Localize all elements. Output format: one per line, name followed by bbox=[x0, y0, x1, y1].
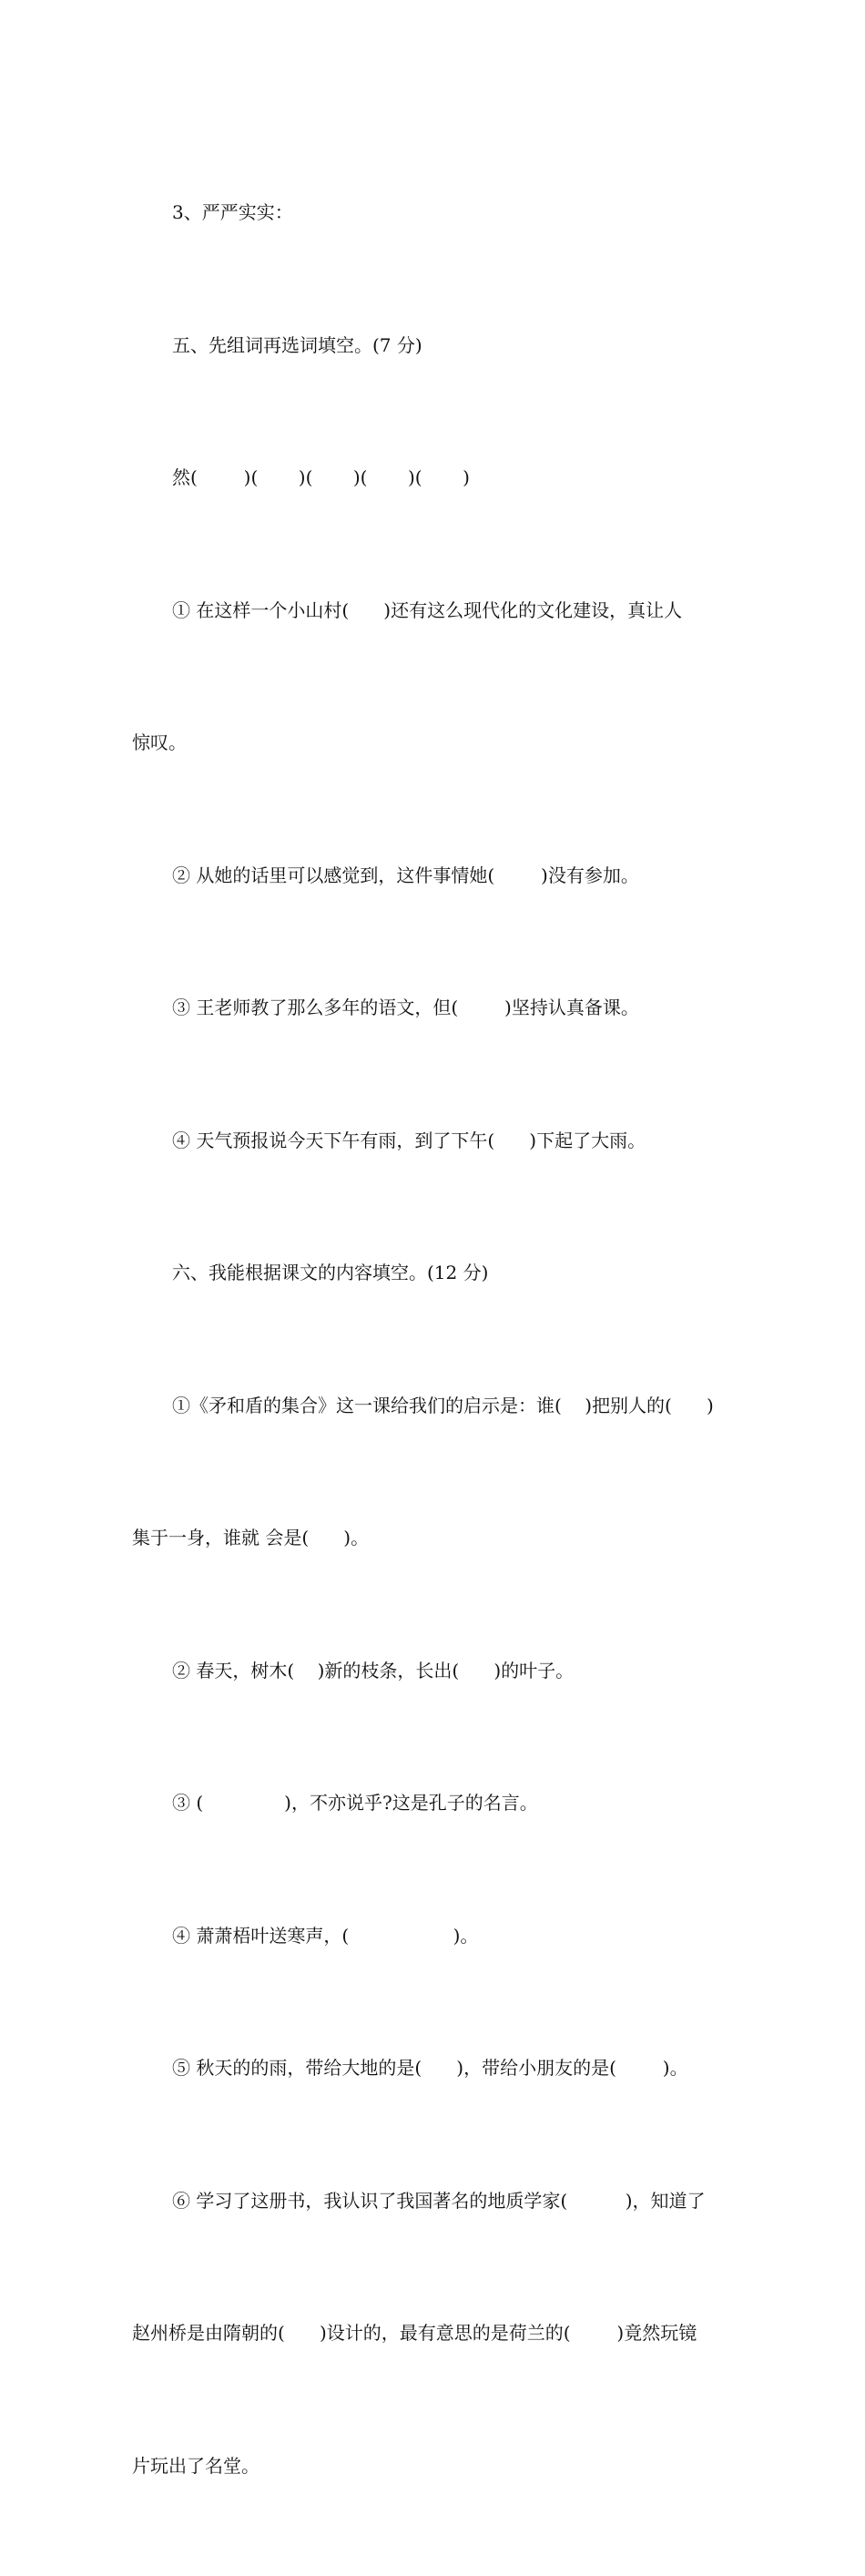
question-item: ② 从她的话里可以感觉到，这件事情她( )没有参加。 bbox=[172, 864, 639, 886]
text-line: 集于一身，谁就 会是( )。 bbox=[132, 1527, 370, 1549]
question-item: ③ ( )，不亦说乎?这是孔子的名言。 bbox=[172, 1792, 538, 1814]
section-heading: 六、我能根据课文的内容填空。(12 分) bbox=[172, 1262, 489, 1283]
section-heading: 五、先组词再选词填空。(7 分) bbox=[172, 333, 422, 356]
question-item: ① 在这样一个小山村( )还有这么现代化的文化建设，真让人 bbox=[172, 598, 683, 621]
question-item: ② 春天，树木( )新的枝条，长出( )的叶子。 bbox=[172, 1659, 575, 1682]
text-line: 惊叹。 bbox=[132, 731, 187, 753]
question-item: ①《矛和盾的集合》这一课给我们的启示是：谁( )把别人的( ) bbox=[172, 1394, 714, 1416]
question-item: ④ 萧萧梧叶送寒声，( )。 bbox=[172, 1924, 479, 1947]
question-item: ⑤ 秋天的的雨，带给大地的是( )，带给小朋友的是( )。 bbox=[172, 2057, 688, 2079]
text-line: 然( )( )( )( )( ) bbox=[172, 466, 470, 488]
text-line: 3、严严实实： bbox=[172, 201, 293, 223]
question-item: ④ 天气预报说今天下午有雨，到了下午( )下起了大雨。 bbox=[172, 1129, 646, 1151]
text-line: 赵州桥是由隋朝的( )设计的，最有意思的是荷兰的( )竟然玩镜 bbox=[132, 2322, 697, 2344]
question-item: ③ 王老师教了那么多年的语文，但( )坚持认真备课。 bbox=[172, 997, 639, 1018]
question-item: ⑥ 学习了这册书，我认识了我国著名的地质学家( )，知道了 bbox=[172, 2189, 706, 2212]
text-line: 片玩出了名堂。 bbox=[132, 2454, 260, 2477]
document-body bbox=[132, 102, 738, 2576]
